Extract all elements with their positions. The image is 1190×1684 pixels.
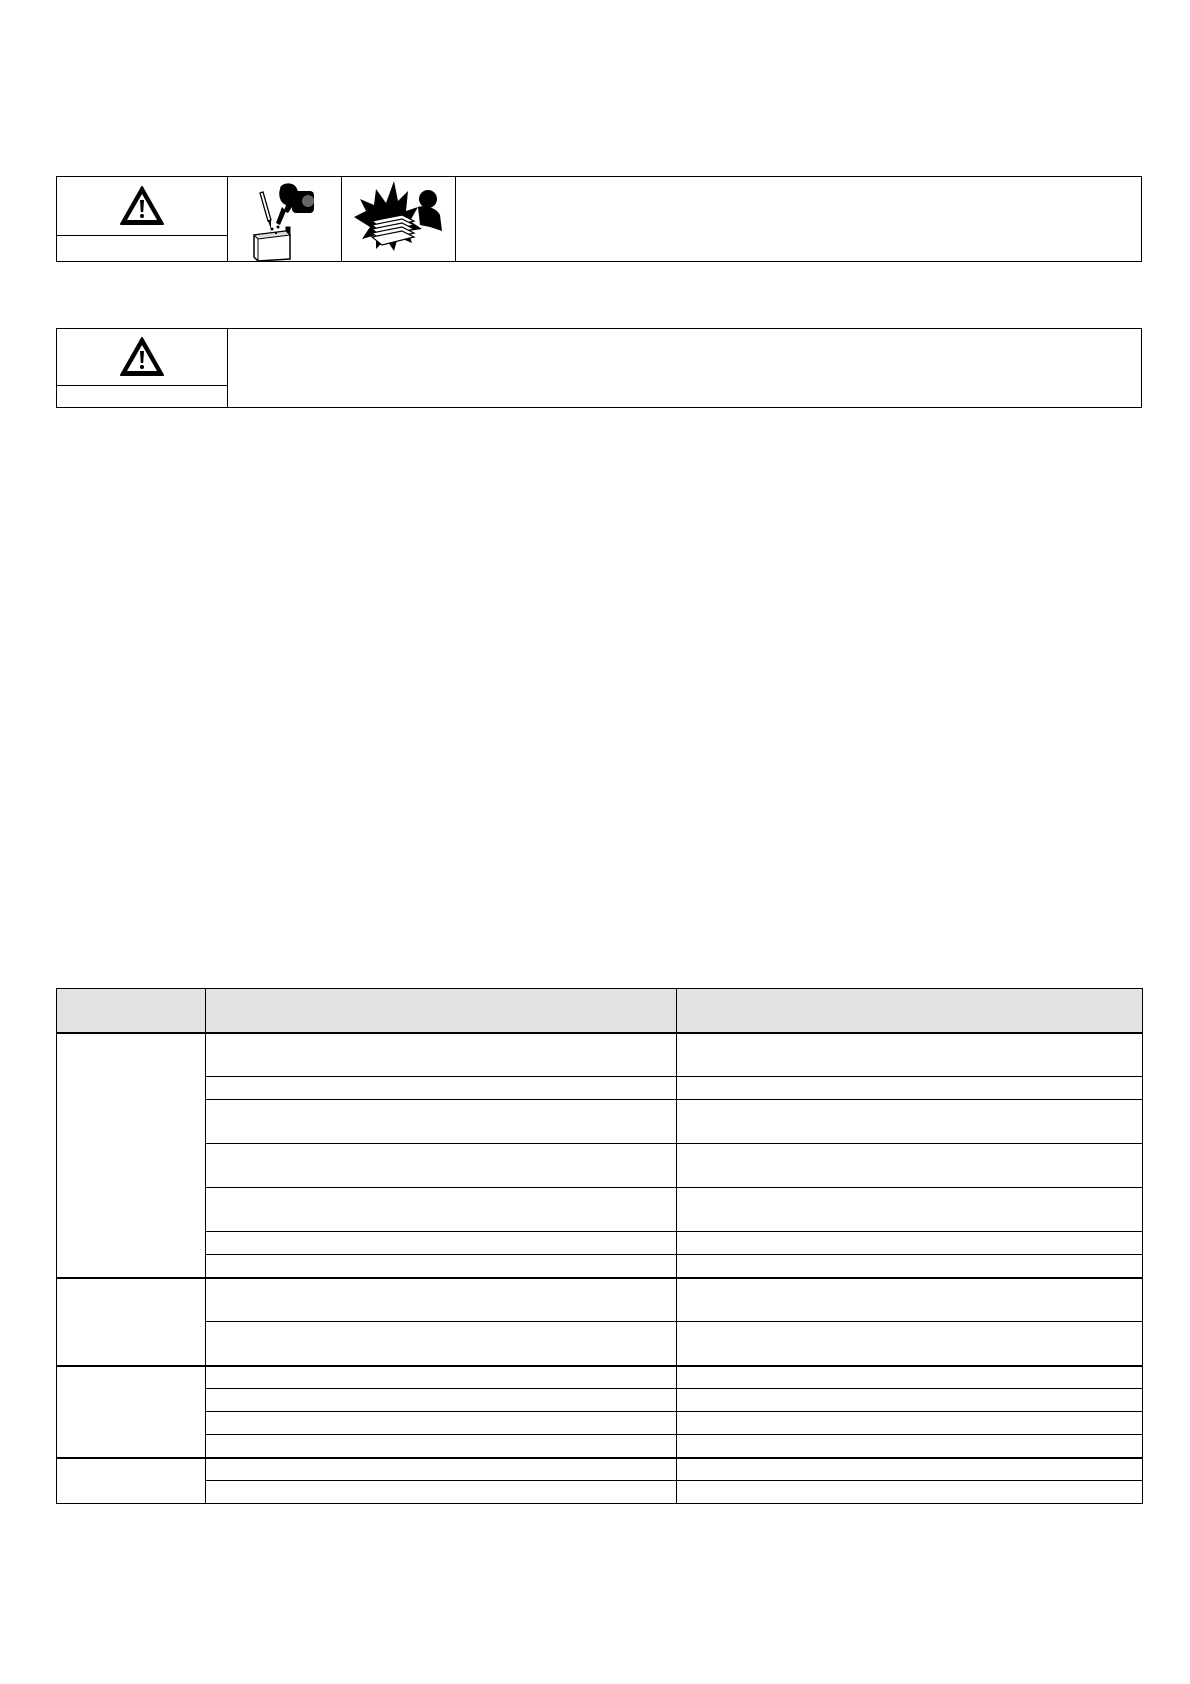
fault-cell bbox=[57, 1033, 206, 1278]
warning-sign-area bbox=[57, 177, 227, 236]
fault-cell bbox=[57, 1278, 206, 1366]
fault-cell bbox=[57, 1458, 206, 1504]
table-row bbox=[57, 1412, 1143, 1435]
pictogram-cell-explosion bbox=[342, 177, 456, 261]
table-header-row bbox=[57, 989, 1143, 1033]
cause-cell bbox=[206, 1255, 677, 1278]
warning-triangle-icon bbox=[119, 185, 165, 227]
remedy-cell bbox=[677, 1389, 1143, 1412]
column-header-remedy bbox=[677, 989, 1143, 1033]
cause-cell bbox=[206, 1033, 677, 1077]
cause-cell bbox=[206, 1435, 677, 1458]
remedy-cell bbox=[677, 1435, 1143, 1458]
table-row bbox=[57, 1389, 1143, 1412]
table-row bbox=[57, 1481, 1143, 1504]
table-row bbox=[57, 1077, 1143, 1100]
remedy-cell bbox=[677, 1077, 1143, 1100]
cause-cell bbox=[206, 1144, 677, 1188]
battery-acid-hazard-icon bbox=[228, 177, 342, 261]
table-row bbox=[57, 1188, 1143, 1232]
warning-text-cell bbox=[456, 177, 1141, 261]
cause-cell bbox=[206, 1188, 677, 1232]
cause-cell bbox=[206, 1366, 677, 1389]
remedy-cell bbox=[677, 1232, 1143, 1255]
pictogram-cell-battery bbox=[228, 177, 342, 261]
remedy-cell bbox=[677, 1366, 1143, 1389]
remedy-cell bbox=[677, 1278, 1143, 1322]
column-header-cause bbox=[206, 989, 677, 1033]
cause-cell bbox=[206, 1412, 677, 1435]
column-header-fault bbox=[57, 989, 206, 1033]
table-row bbox=[57, 1144, 1143, 1188]
warning-triangle-icon bbox=[119, 336, 165, 378]
table-row bbox=[57, 1255, 1143, 1278]
remedy-cell bbox=[677, 1255, 1143, 1278]
cause-cell bbox=[206, 1077, 677, 1100]
cause-cell bbox=[206, 1458, 677, 1481]
table-row bbox=[57, 1322, 1143, 1366]
warning-sign-cell bbox=[57, 177, 228, 261]
remedy-cell bbox=[677, 1458, 1143, 1481]
table-row bbox=[57, 1435, 1143, 1458]
cause-cell bbox=[206, 1389, 677, 1412]
fault-cell bbox=[57, 1366, 206, 1458]
table-row bbox=[57, 1100, 1143, 1144]
remedy-cell bbox=[677, 1412, 1143, 1435]
warning-box-general bbox=[56, 328, 1142, 408]
remedy-cell bbox=[677, 1144, 1143, 1188]
warning-sign-area bbox=[57, 329, 227, 386]
table-row bbox=[57, 1458, 1143, 1481]
troubleshooting-table bbox=[56, 988, 1143, 1504]
cause-cell bbox=[206, 1278, 677, 1322]
warning-text-cell bbox=[228, 329, 1141, 407]
warning-sign-cell bbox=[57, 329, 228, 407]
remedy-cell bbox=[677, 1322, 1143, 1366]
remedy-cell bbox=[677, 1188, 1143, 1232]
table-row bbox=[57, 1033, 1143, 1077]
table-row bbox=[57, 1232, 1143, 1255]
cause-cell bbox=[206, 1322, 677, 1366]
table-row bbox=[57, 1278, 1143, 1322]
remedy-cell bbox=[677, 1481, 1143, 1504]
remedy-cell bbox=[677, 1033, 1143, 1077]
warning-box-battery bbox=[56, 176, 1142, 262]
cause-cell bbox=[206, 1481, 677, 1504]
remedy-cell bbox=[677, 1100, 1143, 1144]
table-row bbox=[57, 1366, 1143, 1389]
explosion-hazard-icon bbox=[342, 177, 456, 261]
cause-cell bbox=[206, 1100, 677, 1144]
cause-cell bbox=[206, 1232, 677, 1255]
